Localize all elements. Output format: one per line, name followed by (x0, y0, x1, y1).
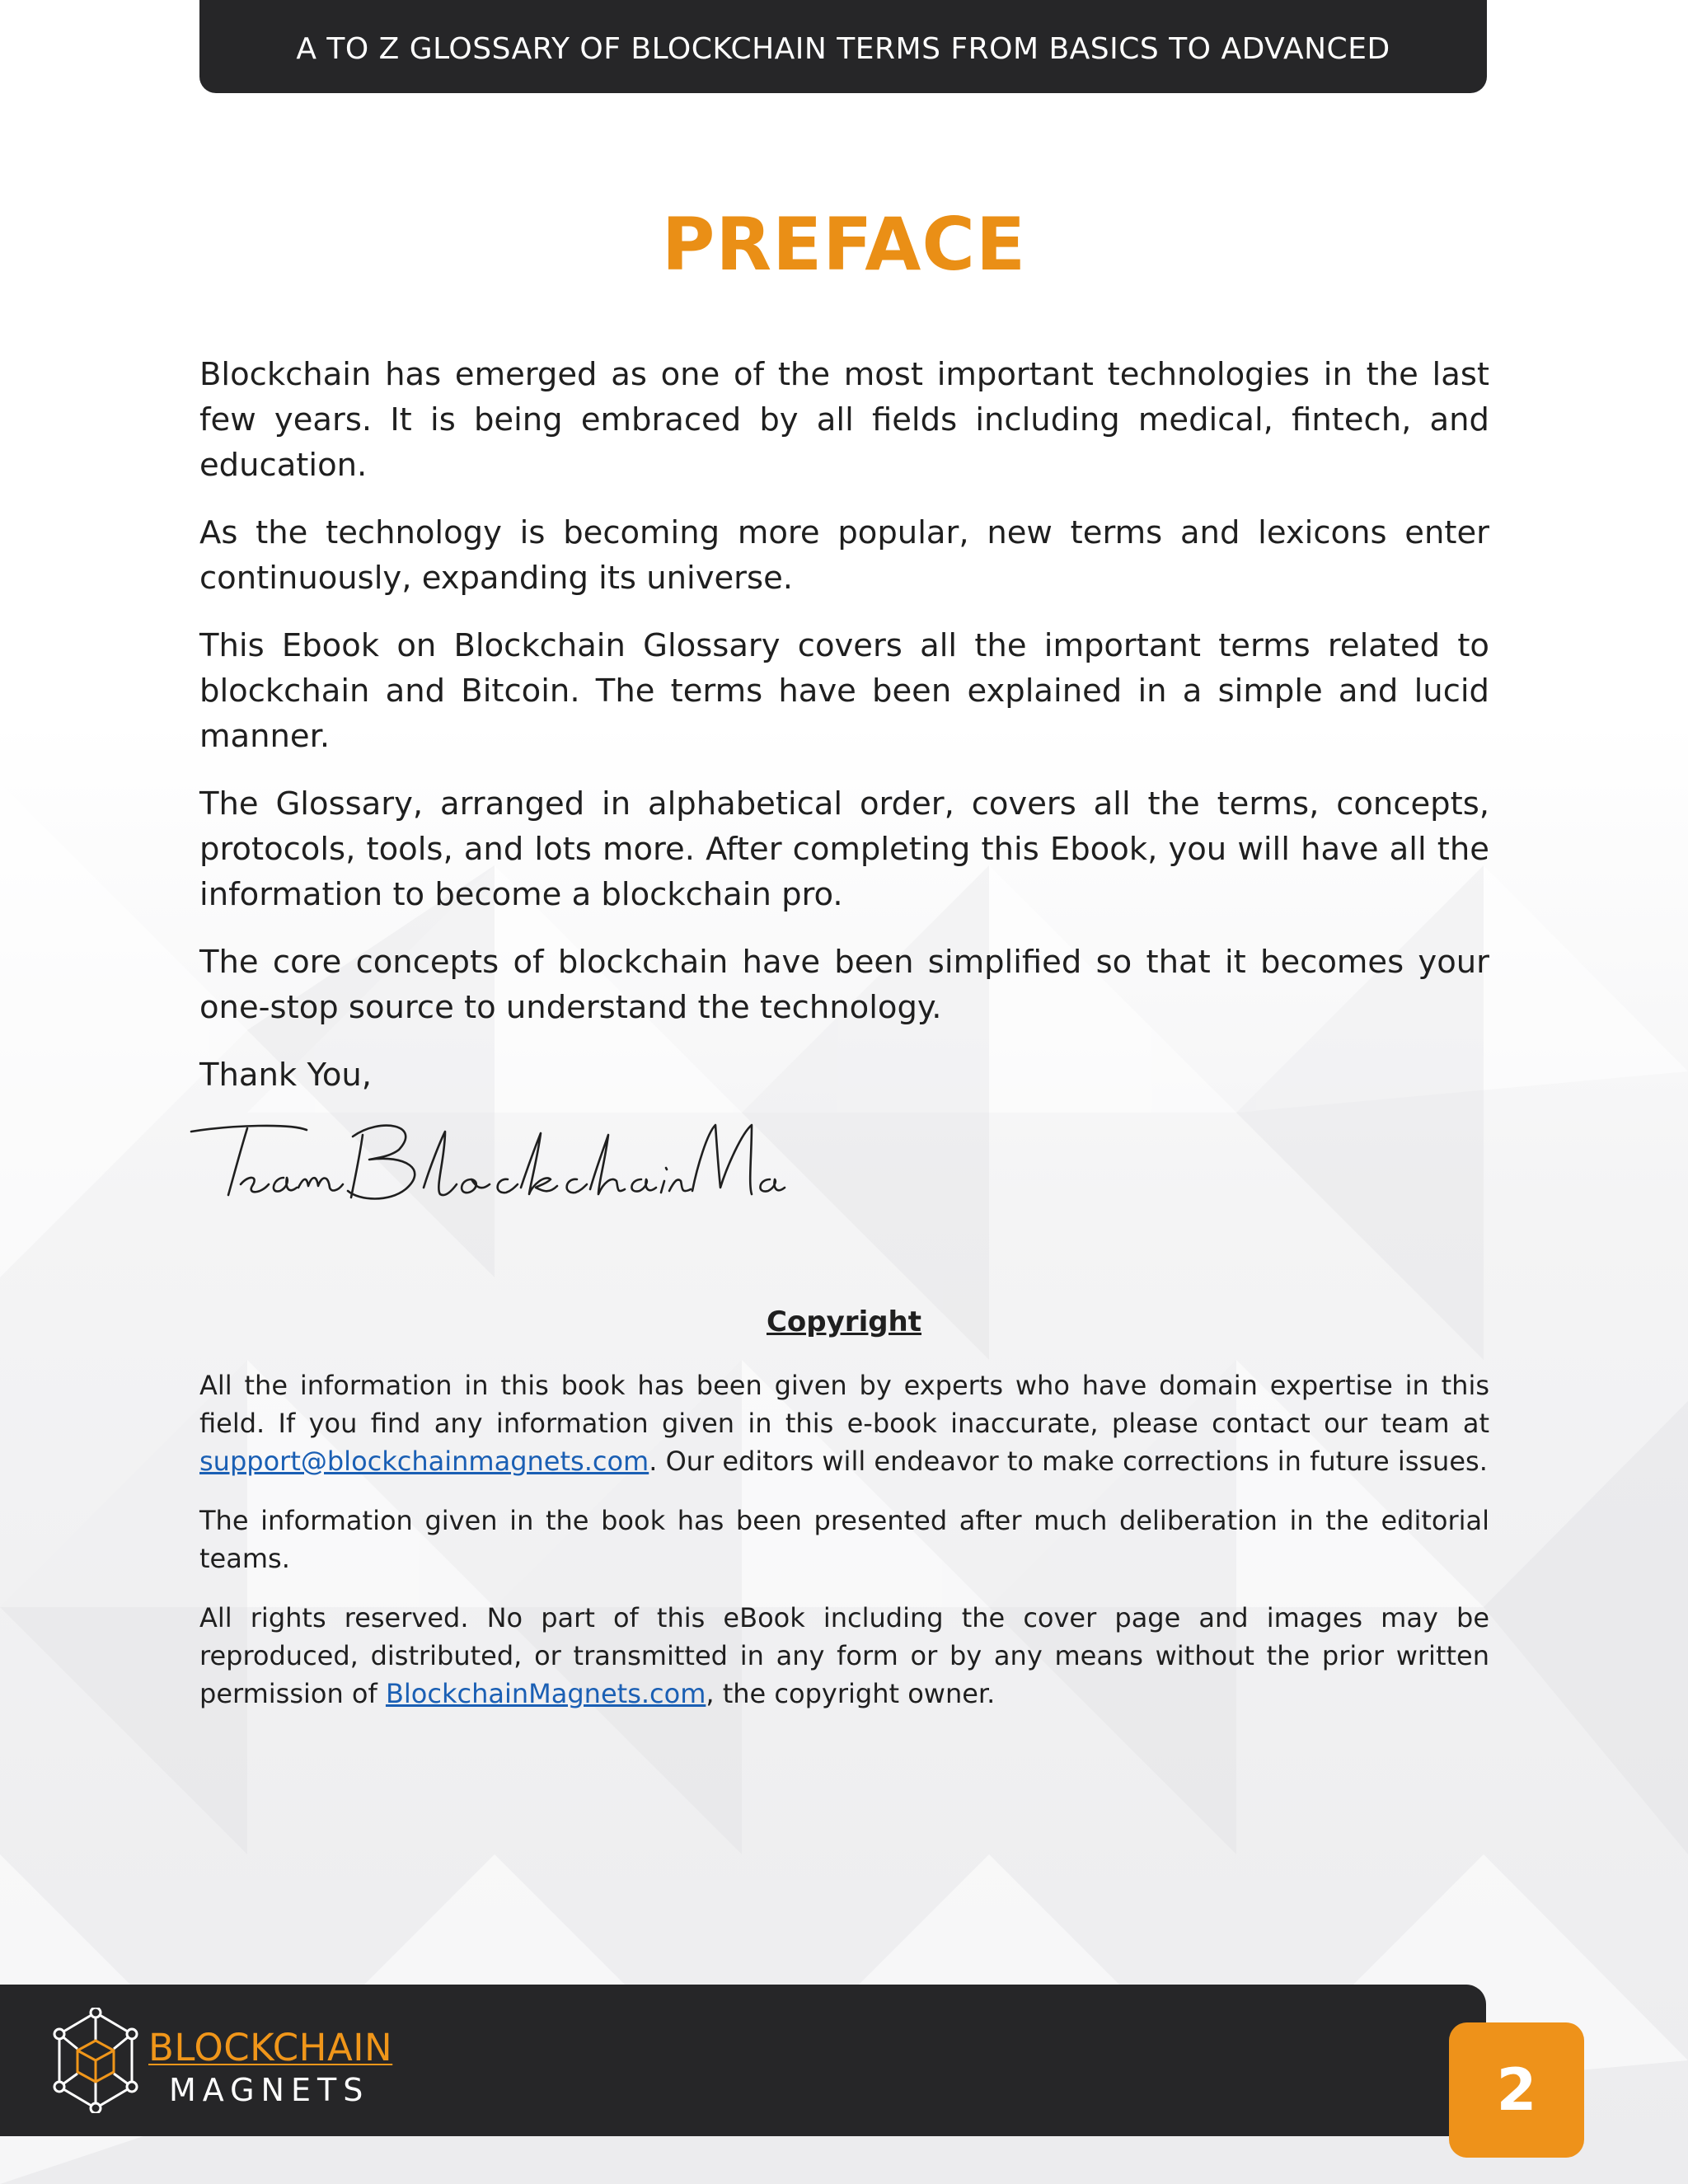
preface-paragraph-2: As the technology is becoming more popular, new terms and lexicons enter continuously, expanding its universe. (199, 514, 1489, 597)
preface-paragraph-5: The core concepts of blockchain have been simplified so that it becomes your one-stop source to understand the technology. (199, 944, 1489, 1026)
copyright-paragraph-3-text: All rights reserved. No part of this eBook including the cover page and images may be reproduced, distributed, or transmitted in any form or by any means without the prior written permission of (199, 1602, 1489, 1709)
copyright-paragraph-1 (199, 1366, 1489, 1480)
header-title: A TO Z GLOSSARY OF BLOCKCHAIN TERMS FROM BASICS TO ADVANCED (296, 32, 1390, 66)
logo-text-blockchain: BLOCKCHAIN (148, 2026, 393, 2069)
page-number-badge: 2 (1449, 2022, 1584, 2158)
website-link[interactable]: BlockchainMagnets.com (385, 1678, 706, 1709)
copyright-paragraph-1-text: All the information in this book has been given by experts who have domain expertise in this field. If you find any information given in this e-book inaccurate, please contact our team at (199, 1370, 1489, 1439)
footer-bar (0, 1985, 1486, 2136)
preface-paragraph-1: Blockchain has emerged as one of the most important technologies in the last few years. It is being embraced by all fields including medical, fintech, and education. (199, 356, 1489, 484)
copyright-paragraph-1-tail: . Our editors will endeavor to make corrections in future issues. (649, 1446, 1488, 1477)
logo-text-magnets: MAGNETS (169, 2072, 370, 2108)
cube-network-icon (49, 2008, 142, 2113)
signature (183, 1108, 826, 1220)
copyright-paragraph-3-tail: , the copyright owner. (706, 1678, 996, 1709)
preface-paragraph-4: The Glossary, arranged in alphabetical order, covers all the terms, concepts, protocols, tools, and lots more. After completing this Ebook, you will have all the information to become a blockchain pro. (199, 785, 1489, 913)
header-bar (199, 0, 1487, 93)
thank-you-text: Thank You, (199, 1057, 373, 1094)
copyright-body (199, 1366, 1489, 1734)
copyright-paragraph-3 (199, 1599, 1489, 1713)
preface-body (199, 352, 1489, 1098)
page-title: PREFACE (661, 202, 1027, 287)
copyright-paragraph-2: The information given in the book has been presented after much deliberation in the editorial teams. (199, 1505, 1489, 1574)
copyright-heading: Copyright (766, 1305, 922, 1338)
support-email-link[interactable]: support@blockchainmagnets.com (199, 1446, 649, 1477)
preface-paragraph-3: This Ebook on Blockchain Glossary covers all the important terms related to blockchain and Bitcoin. The terms have been explained in a simple and lucid manner. (199, 627, 1489, 755)
